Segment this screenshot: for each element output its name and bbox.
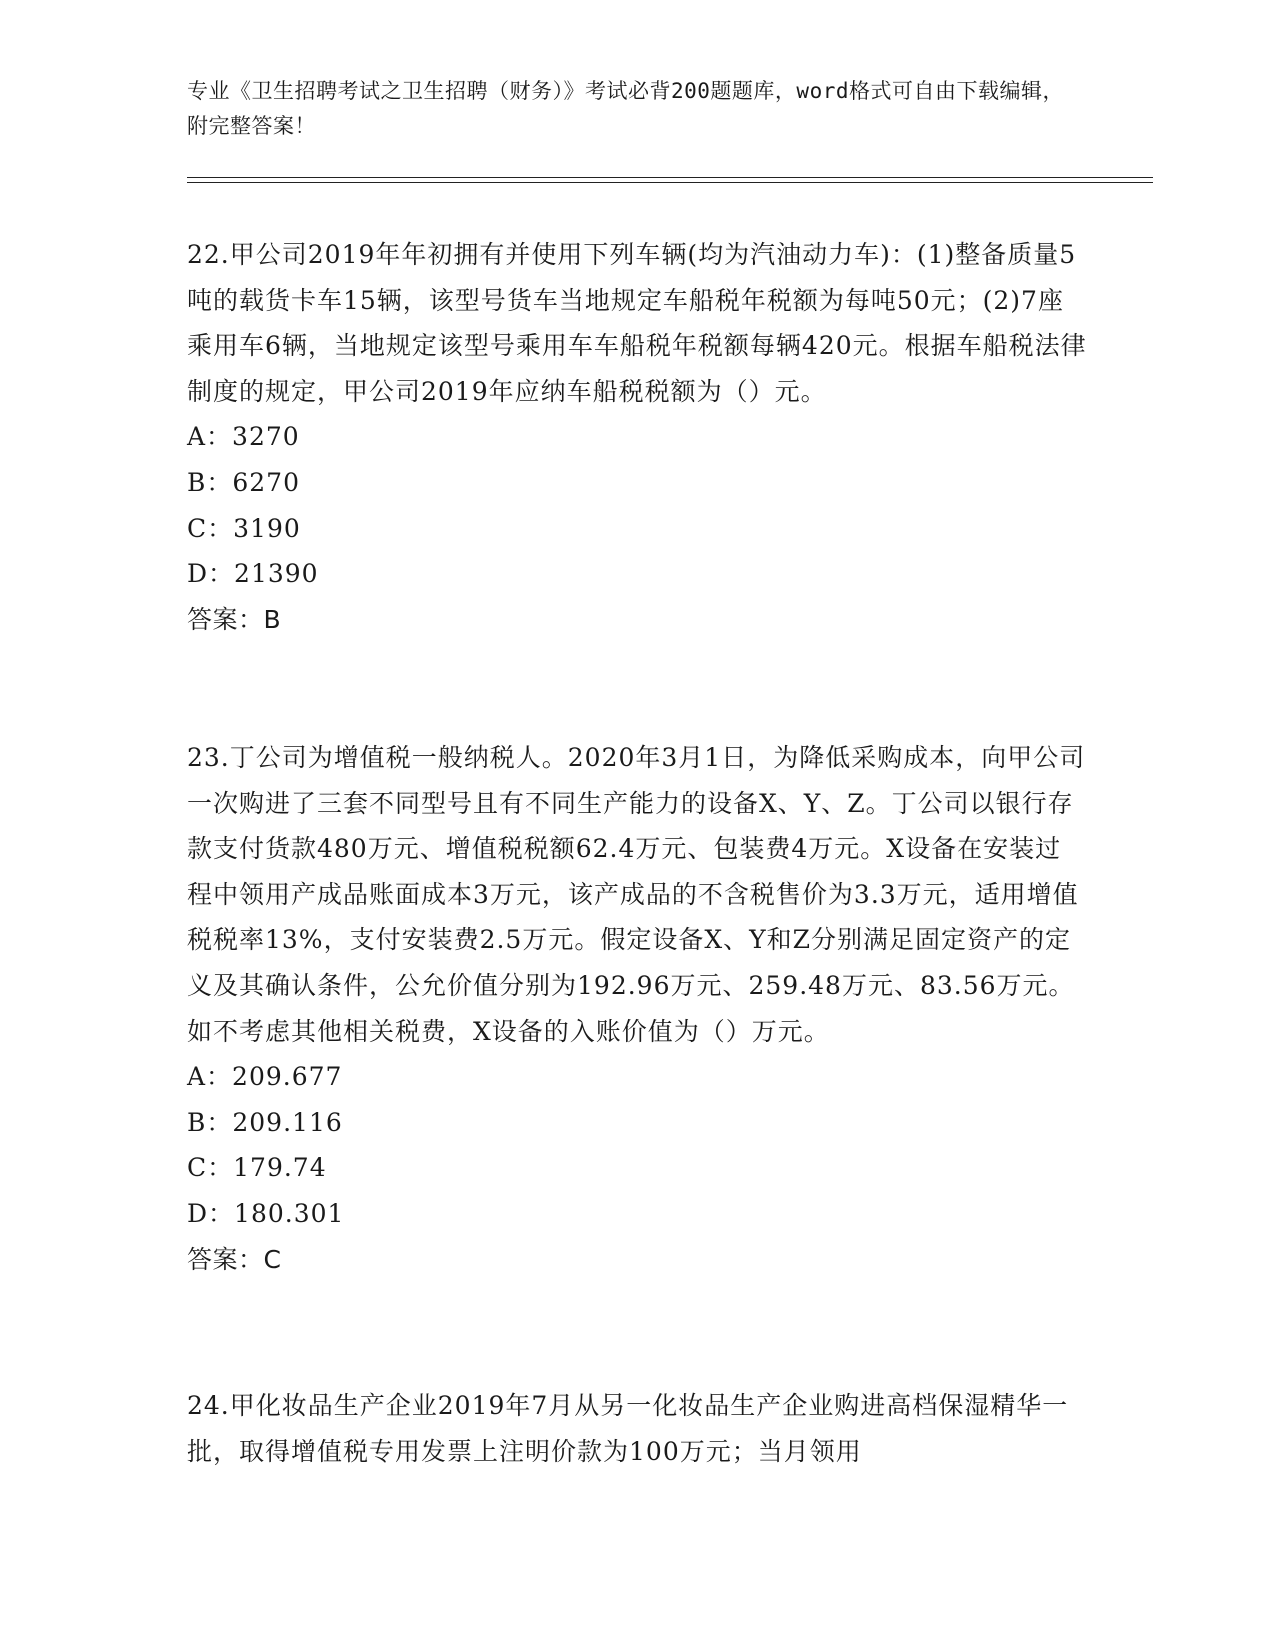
answer: 答案：B	[187, 604, 282, 634]
question-22	[187, 232, 1087, 642]
option-a: A：209.677	[187, 1062, 343, 1092]
question-23	[187, 735, 1087, 1282]
option-a: A：3270	[187, 422, 300, 452]
option-d: D：21390	[187, 559, 319, 589]
question-stem: 23.丁公司为增值税一般纳税人。2020年3月1日，为降低采购成本，向甲公司一次购进了三套不同型号且有不同生产能力的设备X、Y、Z。丁公司以银行存款支付货款480万元、增值税税额62.4万元、包装费4万元。X设备在安装过程中领用产成品账面成本3万元，该产成品的不含税售价为3.3万元，适用增值税税率13%，支付安装费2.5万元。假定设备X、Y和Z分别满足固定资产的定义及其确认条件，公允价值分别为192.96万元、259.48万元、83.56万元。如不考虑其他相关税费，X设备的入账价值为（）万元。	[187, 743, 1086, 1046]
question-stem: 22.甲公司2019年年初拥有并使用下列车辆(均为汽油动力车)：(1)整备质量5吨的载货卡车15辆，该型号货车当地规定车船税年税额为每吨50元；(2)7座乘用车6辆，当地规定该型号乘用车车船税年税额每辆420元。根据车船税法律制度的规定，甲公司2019年应纳车船税税额为（）元。	[187, 240, 1087, 406]
header-divider-top	[187, 177, 1153, 178]
header-divider-bottom	[187, 182, 1153, 183]
question-stem: 24.甲化妆品生产企业2019年7月从另一化妆品生产企业购进高档保湿精华一批，取得增值税专用发票上注明价款为100万元；当月领用	[187, 1391, 1069, 1466]
option-c: C：179.74	[187, 1153, 327, 1183]
header-text: 专业《卫生招聘考试之卫生招聘（财务）》考试必背200题题库，word格式可自由下载编辑，附完整答案！	[187, 79, 1064, 138]
option-d: D：180.301	[187, 1198, 345, 1228]
option-c: C：3190	[187, 513, 301, 543]
option-b: B：6270	[187, 467, 300, 497]
document-header	[187, 74, 1067, 144]
answer: 答案：C	[187, 1244, 282, 1274]
question-24	[187, 1383, 1087, 1474]
option-b: B：209.116	[187, 1107, 343, 1137]
